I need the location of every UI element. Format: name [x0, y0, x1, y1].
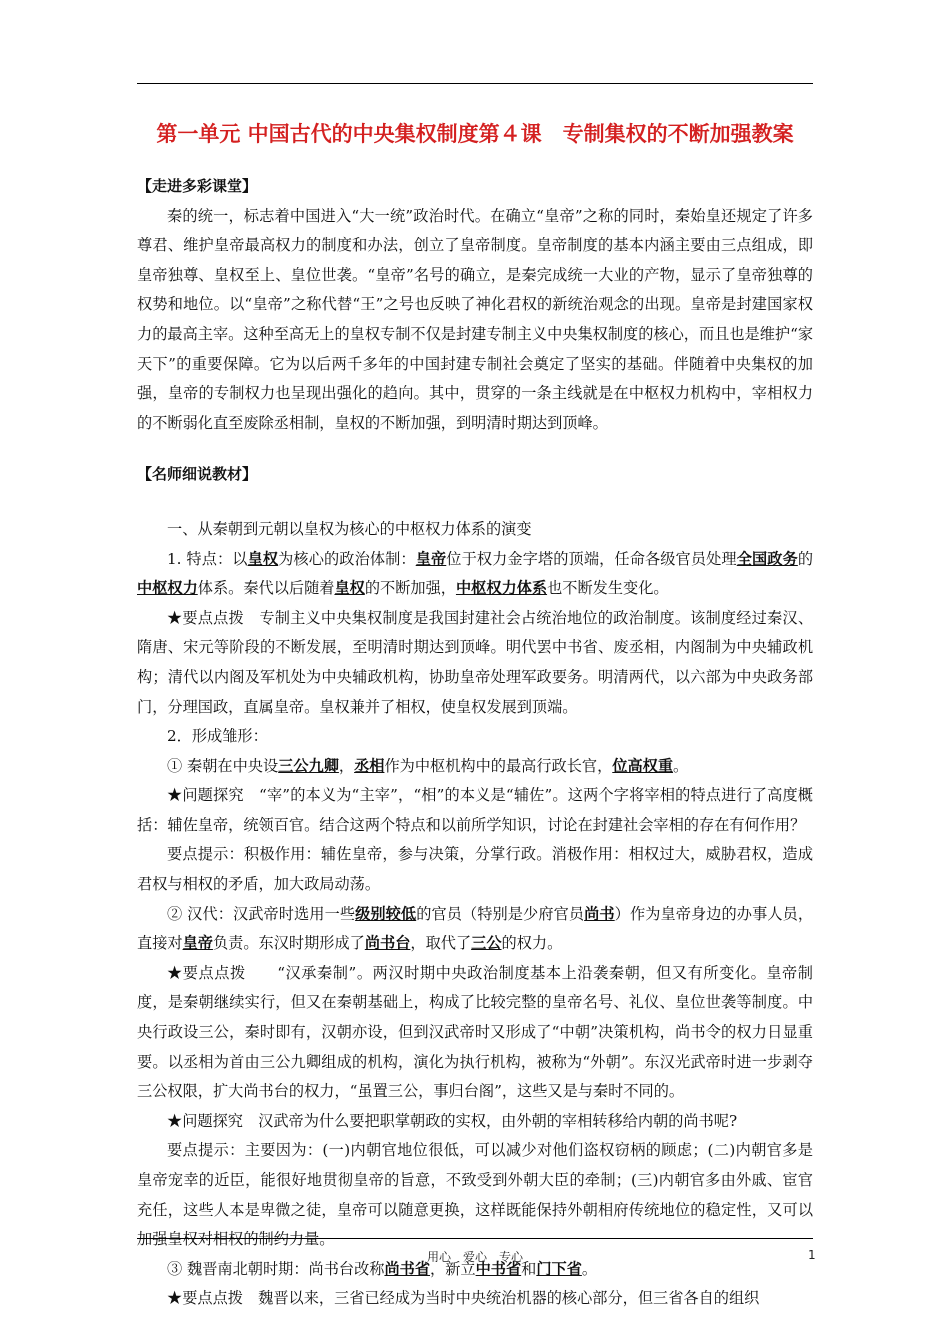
page-number: 1 [808, 1248, 816, 1262]
hint-2: 要点提示：主要因为：(一)内朝官地位很低，可以减少对他们盗权窃柄的顾虑；(二)内朝官多是皇帝宠幸的近臣，能很好地贯彻皇帝的旨意，不致受到外朝大臣的牵制；(三)内朝官多由外戚、宦官充任，这些人本是卑微之徒，皇帝可以随意更换，这样既能保持外朝相府传统地位的稳定性，又可以加强皇权对相权的制约力量。 [137, 1141, 813, 1249]
header-rule [137, 83, 813, 84]
key-point-3: ★要点点拨 魏晋以来，三省已经成为当时中央统治机器的核心部分，但三省各自的组织 [167, 1289, 760, 1308]
intro-paragraph: 秦的统一，标志着中国进入“大一统”政治时代。在确立“皇帝”之称的同时，秦始皇还规定了许多尊君、维护皇帝最高权力的制度和办法，创立了皇帝制度。皇帝制度的基本内涵主要由三点组成，即皇帝独尊、皇权至上、皇位世袭。“皇帝”名号的确立，是秦完成统一大业的产物，显示了皇帝独尊的权势和地位。以“皇帝”之称代替“王”之号也反映了神化君权的新统治观念的出现。皇帝是封建国家权力的最高主宰。这种至高无上的皇权专制不仅是封建专制主义中央集权制度的核心，而且也是维护“家天下”的重要保障。它为以后两千多年的中国封建专制社会奠定了坚实的基础。伴随着中央集权的加强，皇帝的专制权力也呈现出强化的趋向。其中，贯穿的一条主线就是在中枢权力机构中，宰相权力的不断弱化直至废除丞相制，皇权的不断加强，到明清时期达到顶峰。 [137, 206, 814, 432]
footer-motto: 用心 爱心 专心 [426, 1250, 523, 1264]
teacher-heading: 【名师细说教材】 [137, 465, 258, 484]
hint-1: 要点提示：积极作用：辅佐皇帝，参与决策，分掌行政。消极作用：相权过大，威胁君权，造成君权与相权的矛盾，加大政局动荡。 [137, 845, 813, 894]
footer-rule [137, 1238, 813, 1239]
part1-title: 一、从秦朝到元朝以皇权为核心的中枢权力体系的演变 [167, 519, 532, 538]
intro-heading: 【走进多彩课堂】 [137, 177, 258, 195]
han-paragraph: ② 汉代：汉武帝时选用一些级别较低的官员（特别是少府官员尚书）作为皇帝身边的办事人员，直接对皇帝负责。东汉时期形成了尚书台，取代了三公的权力。 [137, 904, 814, 953]
key-point-2: ★要点点拨 “汉承秦制”。两汉时期中央政治制度基本上沿袭秦朝，但又有所变化。皇帝制度，是秦朝继续实行，但又在秦朝基础上，构成了比较完整的皇帝名号、礼仪、皇位世袭等制度。中央行政设三公，秦时即有，汉朝亦设，但到汉武帝时又形成了“中朝”决策机构，尚书令的权力日显重要。以丞相为首由三公九卿组成的机构，演化为执行机构，被称为“外朝”。东汉光武帝时进一步剥夺三公权限，扩大尚书台的权力，“虽置三公，事归台阁”，这些又是与秦时不同的。 [137, 963, 813, 1101]
page-title: 第一单元 中国古代的中央集权制度第４课 专制集权的不断加强教案 [156, 122, 794, 146]
explore-2: ★问题探究 汉武帝为什么要把职掌朝政的实权，由外朝的宰相转移给内朝的尚书呢? [167, 1111, 738, 1130]
key-point-1: ★要点点拨 专制主义中央集权制度是我国封建社会占统治地位的政治制度。该制度经过秦汉、隋唐、宋元等阶段的不断发展，至明清时期达到顶峰。明代罢中书省、废丞相，内阁制为中央辅政机构；清代以内阁及军机处为中央辅政机构，协助皇帝处理军政要务。明清两代，以六部为中央政务部门，分理国政，直属皇帝。皇权兼并了相权，使皇权发展到顶端。 [137, 608, 813, 716]
wei-jin-paragraph: ③ 魏晋南北朝时期：尚书台改称尚书省，新立中书省和门下省。 [167, 1259, 598, 1278]
section-2-title: 2．形成雏形： [167, 727, 268, 746]
explore-1: ★问题探究 “宰”的本义为“主宰”，“相”的本义是“辅佐”。这两个字将宰相的特点进行了高度概括：辅佐皇帝，统领百官。结合这两个特点和以前所学知识，讨论在封建社会宰相的存在有何作用？ [137, 786, 813, 834]
qin-paragraph: ① 秦朝在中央设三公九卿，丞相作为中枢机构中的最高行政长官，位高权重。 [167, 756, 689, 775]
feature-paragraph: 1. 特点：以皇权为核心的政治体制：皇帝位于权力金字塔的顶端，任命各级官员处理全国政务的中枢权力体系。秦代以后随着皇权的不断加强，中枢权力体系也不断发生变化。 [137, 549, 814, 598]
document-body [137, 172, 813, 1314]
